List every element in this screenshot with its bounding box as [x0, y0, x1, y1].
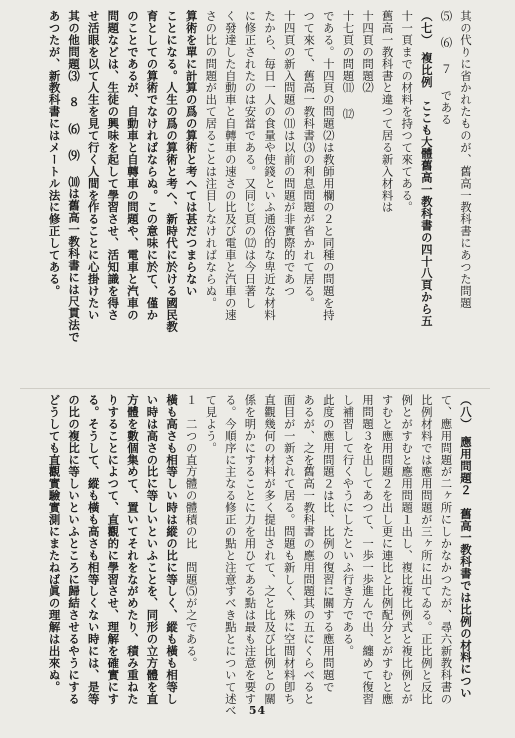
section-7-heading-line: （七） 複比例 ここも大體舊高一教科書の四十八頁から五 — [419, 10, 434, 327]
lower-line-18: 方體を數個集めて、置いてそれをながめたり、積み重ねた — [125, 394, 140, 705]
upper-line-10: 十四頁の新入問題の⑾は以前の問題が非實際的であつ — [282, 10, 297, 297]
lower-line-13: る。今順序に主なる修正の點と注意すべき點とについて述べ — [223, 394, 238, 717]
lower-line-20: る。そうして、縱も橫も高さも相等しくない時には、是等 — [86, 394, 101, 705]
upper-line-4: 十一頁までの材料を持つて來てある。 — [400, 10, 415, 214]
lower-line-5: すむと應用問題２を出し更に連比と比例配分とがすむと應 — [380, 394, 395, 705]
lower-line-19: りすることによつて、直觀的に學習させ、理解を確實にす — [106, 394, 121, 705]
section-8-heading-line: （八） 應用問題２ 舊高一教科書では比例の材料につい — [459, 394, 473, 699]
upper-line-16: ことになる。人生の爲の算術と考へ、新時代に於ける國民教 — [165, 10, 180, 333]
upper-line-20: せ活眼を以て人生を見て行く人間を作ることに心掛けたい — [86, 10, 101, 321]
upper-line-19: 問題などは、生徒の興味を起して學習させ、活知識を得さ — [106, 10, 121, 321]
lower-line-11: 直觀幾何の材料が多く提出されて、之と比及び比例との關 — [263, 394, 278, 705]
lower-line-16: 橫も高さも相等しい時は縱の比に等しく、縱も橫も相等し — [165, 394, 180, 705]
upper-line-13: く發達した自動車と自轉車の速さの比及び電車と汽車の速 — [223, 10, 238, 321]
lower-line-2: て、應用問題が二ヶ所にしかなかつたが、尋六新教科書の — [439, 394, 454, 705]
upper-line-7: 十七頁の問題⑾ ⑿ — [341, 10, 356, 121]
lower-line-4: 例とがすむと應用問題１出し、複比複比例式と複比例とが — [400, 394, 415, 705]
lower-line-14: て見よう。 — [204, 394, 219, 454]
lower-line-22: どうしても直觀實驗實測にまたねば眞の理解は出來ぬ。 — [47, 394, 62, 693]
lower-line-9: あるが、之を舊高一教科書の應用問題其の五にくらべると — [302, 394, 317, 705]
lower-line-6: 用問題３を出してあつて、一歩一歩進んで出、纏めて復習 — [361, 394, 376, 705]
upper-line-22: あつたが、新教科書にはメートル法に修正してある。 — [47, 10, 62, 297]
upper-line-5: 舊高一教科書と違つて居る新入材料は — [380, 10, 395, 214]
upper-line-8: である。十四頁の問題⑵は教師用欄の２と同種の問題を持 — [321, 10, 336, 321]
upper-line-15: 算術を單に計算の爲の算術と考へては甚だつまらない — [184, 10, 199, 297]
upper-line-17: 育としての算術でなければならぬ。この意味に於て、僅か — [145, 10, 160, 321]
upper-line-12: に修正されたのは安當である。又同じ頁の⑿は今日著し — [243, 10, 258, 309]
lower-line-8: 此度の應用問題２は比、比例の復習に關する應用問題で — [321, 394, 336, 693]
upper-text-block — [44, 10, 475, 382]
upper-line-1: 其の代りに省かれたものが、舊高一教科書にあつた問題 — [459, 10, 473, 309]
upper-line-21: 其の他問題⑶ ８ ⑹ ⑼ ⑽は舊高一教科書には尺貫法で — [67, 10, 82, 344]
upper-line-18: のことであるが、自動車と自轉車の問題や、電車と汽車の — [125, 10, 140, 321]
upper-line-6: 十四頁の問題⑵ — [361, 10, 376, 94]
section-divider — [20, 388, 490, 389]
upper-line-2: ⑸ ⑹ ７ である — [439, 10, 454, 126]
upper-line-14: さの比の問題が出て居ることは注目しなければならぬ。 — [204, 10, 219, 309]
lower-line-15: １ 二つの直方體の體積の比 問題⑸が之である。 — [184, 394, 199, 669]
upper-line-11: たから、毎日一人の食量や使錢といふ通俗的な卑近な材料 — [263, 10, 278, 321]
page-number: 54 — [248, 704, 267, 717]
lower-line-7: し補習して行くやうにしたといふ行き方である。 — [341, 394, 356, 657]
lower-line-21: の比の複比に等しいといふところに歸結させるやうにする — [67, 394, 82, 705]
upper-line-9: つて來て、舊高一教科書⑶の利息問題が省かれて居る。 — [302, 10, 317, 309]
lower-line-17: い時は高さの比に等しいといふことを、同形の立方體を直 — [145, 394, 160, 705]
lower-line-3: 比例材料では應用問題が三ヶ所に出てゐる。正比例と反比 — [419, 394, 434, 705]
lower-line-10: 面目が一新されて居る。問題も新しく、殊に空間材料卽ち — [282, 394, 297, 705]
lower-line-12: 係を明かにすることに力を用ひてある點は最も注意を要す — [243, 394, 258, 705]
